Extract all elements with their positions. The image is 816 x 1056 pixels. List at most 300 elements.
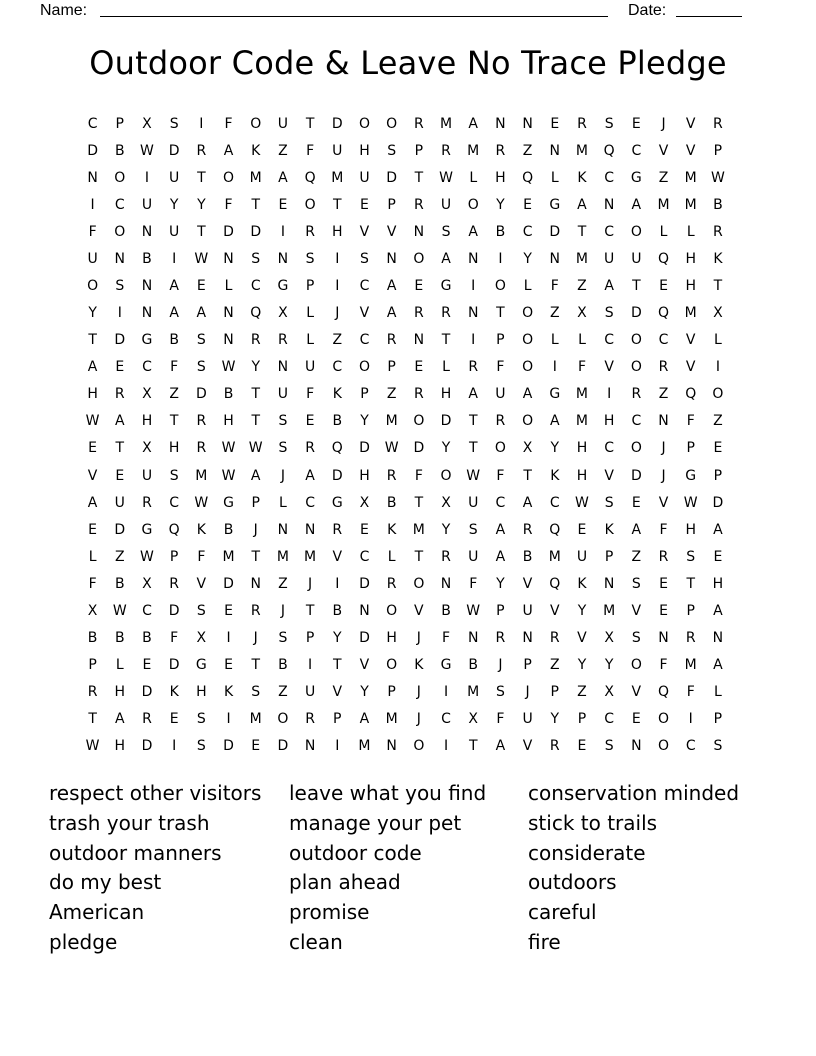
grid-letter: L (88, 548, 97, 565)
grid-letter: A (495, 521, 506, 538)
grid-letter: W (384, 440, 399, 457)
grid-letter: X (522, 440, 533, 457)
grid-letter: A (522, 386, 533, 403)
grid-letter: Z (713, 413, 723, 430)
grid-letter: O (114, 223, 126, 240)
grid-letter: I (443, 684, 449, 701)
grid-letter: A (114, 413, 125, 430)
grid-letter: B (332, 602, 343, 619)
grid-letter: Z (278, 142, 288, 159)
grid-letter: I (335, 250, 340, 267)
grid-letter: V (522, 575, 533, 592)
grid-letter: N (277, 521, 289, 538)
grid-letter: O (413, 738, 425, 755)
grid-letter: P (115, 115, 124, 132)
grid-letter: E (550, 115, 560, 132)
grid-letter: N (277, 359, 289, 376)
grid-letter: B (114, 142, 125, 159)
grid-letter: S (604, 115, 614, 132)
grid-letter: S (495, 684, 505, 701)
grid-letter: J (253, 521, 258, 538)
grid-letter: N (250, 575, 261, 592)
grid-row (79, 245, 732, 272)
grid-letter: K (196, 521, 206, 538)
grid-letter: U (332, 142, 343, 159)
grid-letter: T (115, 440, 125, 457)
grid-letter: V (685, 115, 696, 132)
grid-letter: H (196, 684, 207, 701)
grid-letter: E (631, 115, 641, 132)
grid-letter: O (386, 602, 398, 619)
grid-letter: R (332, 521, 343, 538)
grid-letter: F (224, 115, 233, 132)
grid-letter: N (712, 630, 724, 647)
grid-letter: M (222, 548, 235, 565)
grid-letter: D (168, 657, 180, 674)
grid-letter: K (550, 467, 560, 484)
grid-letter: B (495, 223, 506, 240)
grid-letter: N (603, 575, 615, 592)
grid-letter: H (386, 630, 397, 647)
grid-letter: M (358, 738, 371, 755)
grid-letter: C (631, 413, 642, 430)
grid-letter: L (550, 332, 559, 349)
grid-letter: P (496, 332, 505, 349)
grid-letter: V (604, 359, 614, 376)
grid-letter: R (413, 196, 424, 213)
grid-letter: Y (88, 305, 97, 322)
grid-letter: G (195, 657, 207, 674)
grid-letter: J (253, 630, 258, 647)
grid-letter: R (305, 711, 315, 728)
grid-letter: K (577, 575, 587, 592)
grid-letter: X (142, 575, 152, 592)
grid-letter: O (522, 359, 534, 376)
grid-letter: J (280, 602, 285, 619)
grid-letter: I (552, 359, 557, 376)
grid-letter: V (685, 142, 696, 159)
grid-letter: X (87, 602, 98, 619)
grid-letter: D (141, 684, 153, 701)
word-bank-item: manage your pet (289, 810, 462, 835)
grid-letter: U (468, 494, 479, 511)
grid-letter: I (715, 359, 720, 376)
grid-letter: O (712, 386, 724, 403)
grid-letter: K (414, 657, 424, 674)
grid-letter: N (87, 169, 98, 186)
grid-letter: R (305, 223, 315, 240)
grid-letter: X (441, 494, 451, 511)
grid-letter: S (360, 250, 369, 267)
grid-letter: K (577, 169, 587, 186)
grid-letter: K (169, 684, 179, 701)
grid-letter: I (443, 738, 449, 755)
grid-letter: Z (522, 142, 533, 159)
grid-letter: R (495, 413, 506, 430)
grid-letter: P (387, 196, 396, 213)
grid-letter: R (658, 548, 669, 565)
grid-letter: O (630, 332, 642, 349)
grid-letter: F (414, 467, 423, 484)
grid-letter: R (305, 440, 315, 457)
grid-letter: T (468, 738, 478, 755)
grid-letter: R (577, 115, 587, 132)
grid-letter: F (306, 142, 315, 159)
grid-letter: F (659, 657, 668, 674)
grid-letter: M (684, 657, 697, 674)
grid-letter: C (522, 223, 533, 240)
grid-letter: I (144, 169, 150, 186)
grid-letter: S (631, 575, 641, 592)
grid-letter: M (684, 305, 697, 322)
grid-letter: A (631, 196, 642, 213)
grid-letter: Y (550, 440, 560, 457)
grid-letter: N (114, 250, 126, 267)
grid-letter: A (87, 494, 98, 511)
grid-row (79, 706, 732, 733)
grid-letter: J (661, 115, 666, 132)
grid-letter: M (385, 413, 398, 430)
grid-letter: R (386, 332, 397, 349)
grid-letter: W (466, 602, 481, 619)
grid-letter: R (549, 738, 560, 755)
grid-letter: I (226, 630, 231, 647)
grid-letter: X (359, 494, 370, 511)
grid-letter: R (468, 359, 479, 376)
grid-letter: L (306, 332, 314, 349)
word-search-grid (79, 110, 732, 760)
grid-letter: L (306, 305, 314, 322)
grid-letter: Z (114, 548, 125, 565)
grid-letter: M (575, 250, 589, 267)
grid-letter: A (87, 359, 98, 376)
word-bank-item: promise (289, 900, 370, 925)
grid-letter: J (416, 711, 421, 728)
grid-letter: Z (278, 684, 288, 701)
grid-letter: M (412, 521, 425, 538)
grid-letter: N (603, 196, 615, 213)
grid-letter: M (304, 548, 317, 565)
grid-letter: O (114, 169, 126, 186)
grid-letter: X (278, 305, 288, 322)
grid-letter: X (604, 684, 614, 701)
grid-letter: C (114, 196, 125, 213)
grid-letter: I (90, 196, 95, 213)
grid-letter: S (251, 684, 261, 701)
grid-letter: E (360, 521, 369, 538)
grid-letter: E (115, 359, 125, 376)
grid-letter: O (630, 359, 642, 376)
grid-letter: B (114, 630, 125, 647)
grid-letter: R (495, 142, 506, 159)
grid-letter: X (196, 630, 207, 647)
grid-letter: Z (577, 684, 587, 701)
grid-letter: T (468, 440, 478, 457)
grid-letter: R (196, 142, 207, 159)
grid-row (79, 191, 732, 218)
grid-letter: Z (549, 305, 560, 322)
grid-letter: W (194, 250, 209, 267)
grid-letter: F (496, 359, 505, 376)
grid-letter: L (686, 223, 695, 240)
grid-letter: D (331, 467, 343, 484)
grid-letter: B (223, 386, 234, 403)
grid-letter: A (713, 521, 723, 538)
grid-letter: T (333, 657, 342, 674)
grid-letter: Q (522, 169, 534, 186)
grid-letter: V (359, 657, 370, 674)
grid-row (79, 733, 732, 760)
grid-letter: P (550, 684, 559, 701)
grid-letter: A (278, 169, 288, 186)
word-bank-item: outdoor manners (49, 840, 222, 865)
grid-letter: D (223, 575, 234, 592)
grid-letter: A (250, 467, 261, 484)
grid-letter: F (224, 196, 233, 213)
grid-letter: E (115, 467, 125, 484)
grid-letter: Y (604, 657, 614, 674)
grid-letter: J (661, 440, 666, 457)
grid-letter: P (387, 684, 396, 701)
grid-letter: A (169, 305, 179, 322)
grid-letter: R (142, 711, 152, 728)
grid-row (79, 408, 732, 435)
grid-letter: M (548, 548, 561, 565)
grid-letter: L (714, 332, 722, 349)
grid-letter: U (169, 223, 180, 240)
grid-letter: U (277, 115, 289, 132)
grid-letter: U (631, 250, 642, 267)
grid-letter: K (251, 142, 261, 159)
grid-letter: W (85, 738, 100, 755)
grid-letter: C (658, 332, 669, 349)
grid-letter: S (115, 278, 125, 294)
grid-letter: L (469, 169, 478, 186)
grid-letter: Q (250, 305, 262, 322)
grid-letter: S (278, 630, 288, 647)
grid-letter: K (713, 250, 723, 267)
grid-letter: O (386, 657, 398, 674)
grid-letter: D (114, 332, 126, 349)
grid-letter: S (604, 494, 614, 511)
grid-letter: U (169, 169, 180, 186)
word-bank-item: American (49, 900, 145, 925)
grid-letter: N (631, 738, 642, 755)
grid-letter: T (251, 413, 260, 430)
grid-letter: V (685, 332, 696, 349)
grid-letter: Y (523, 250, 532, 267)
grid-letter: D (87, 142, 98, 159)
grid-letter: I (226, 711, 231, 728)
grid-letter: T (251, 386, 260, 403)
grid-letter: N (386, 738, 397, 755)
grid-letter: G (223, 494, 234, 511)
grid-letter: M (331, 169, 344, 186)
grid-letter: E (659, 278, 668, 294)
grid-letter: E (88, 521, 98, 538)
grid-letter: B (278, 657, 288, 674)
grid-letter: Y (360, 684, 369, 701)
grid-letter: B (332, 413, 343, 430)
grid-letter: T (414, 548, 424, 565)
grid-letter: I (335, 738, 340, 755)
grid-row (79, 516, 732, 543)
grid-letter: V (658, 142, 669, 159)
grid-letter: Z (631, 548, 642, 565)
grid-letter: L (550, 169, 559, 186)
grid-letter: R (196, 413, 207, 430)
grid-letter: H (495, 169, 506, 186)
grid-letter: Q (331, 440, 343, 457)
grid-letter: D (413, 440, 425, 457)
grid-letter: P (414, 142, 424, 159)
grid-letter: E (251, 738, 261, 755)
grid-letter: D (277, 738, 289, 755)
grid-letter: G (331, 494, 343, 511)
grid-letter: F (88, 223, 97, 240)
grid-letter: N (413, 332, 425, 349)
grid-letter: P (360, 386, 369, 403)
grid-letter: U (440, 196, 452, 213)
grid-letter: Y (333, 630, 342, 647)
grid-letter: G (549, 386, 561, 403)
grid-letter: L (279, 494, 287, 511)
grid-letter: F (469, 575, 478, 592)
grid-letter: F (170, 630, 179, 647)
grid-letter: R (441, 305, 451, 322)
grid-letter: O (658, 738, 670, 755)
grid-letter: O (386, 115, 398, 132)
grid-letter: N (440, 575, 452, 592)
grid-letter: D (630, 305, 642, 322)
grid-letter: I (471, 278, 476, 294)
grid-letter: M (684, 169, 697, 186)
grid-letter: B (713, 196, 723, 213)
grid-letter: W (248, 440, 263, 457)
grid-letter: L (224, 278, 233, 294)
grid-letter: Q (549, 521, 561, 538)
grid-letter: H (359, 467, 370, 484)
grid-row (79, 570, 732, 597)
grid-letter: V (631, 602, 642, 619)
grid-letter: I (471, 332, 476, 349)
grid-letter: E (659, 602, 668, 619)
grid-letter: C (604, 223, 615, 240)
grid-letter: P (523, 657, 532, 674)
grid-letter: Z (658, 386, 669, 403)
grid-letter: T (305, 602, 315, 619)
grid-letter: C (685, 738, 696, 755)
grid-letter: N (549, 250, 561, 267)
grid-letter: P (686, 440, 695, 457)
grid-letter: C (604, 169, 615, 186)
grid-row (79, 218, 732, 245)
grid-row (79, 462, 732, 489)
grid-letter: V (196, 575, 207, 592)
grid-letter: B (87, 630, 98, 647)
grid-letter: V (658, 494, 669, 511)
grid-letter: E (631, 711, 641, 728)
grid-letter: Y (251, 359, 260, 376)
grid-letter: P (88, 657, 97, 674)
grid-letter: S (305, 250, 315, 267)
grid-letter: F (170, 359, 179, 376)
grid-letter: A (468, 386, 478, 403)
date-blank-line (676, 16, 742, 17)
grid-letter: C (359, 332, 370, 349)
grid-letter: D (223, 738, 234, 755)
grid-letter: N (277, 250, 289, 267)
grid-letter: E (305, 413, 315, 430)
grid-row (79, 381, 732, 408)
grid-letter: H (359, 142, 370, 159)
grid-row (79, 110, 732, 137)
grid-letter: V (522, 738, 533, 755)
grid-letter: J (661, 467, 666, 484)
word-bank-item: considerate (528, 840, 646, 865)
grid-letter: P (333, 711, 342, 728)
grid-letter: E (88, 440, 98, 457)
grid-letter: D (141, 738, 153, 755)
grid-letter: T (251, 657, 260, 674)
grid-letter: G (440, 278, 452, 294)
grid-letter: U (576, 548, 588, 565)
word-bank-item: outdoors (528, 870, 617, 895)
grid-letter: R (87, 684, 98, 701)
grid-letter: S (387, 142, 397, 159)
grid-letter: N (223, 332, 234, 349)
grid-letter: J (335, 305, 340, 322)
grid-letter: S (604, 305, 614, 322)
grid-letter: Y (577, 602, 587, 619)
grid-letter: J (498, 657, 503, 674)
grid-letter: F (88, 575, 97, 592)
grid-letter: F (496, 711, 505, 728)
grid-letter: Y (496, 575, 505, 592)
grid-letter: P (713, 711, 723, 728)
grid-letter: U (522, 711, 533, 728)
grid-letter: O (630, 223, 642, 240)
word-bank-item: plan ahead (289, 870, 401, 895)
grid-letter: Z (278, 575, 288, 592)
grid-row (79, 272, 732, 299)
grid-letter: S (196, 738, 206, 755)
grid-letter: Q (603, 142, 615, 159)
grid-letter: T (197, 169, 206, 186)
grid-letter: V (685, 359, 696, 376)
grid-letter: R (441, 548, 451, 565)
grid-letter: Y (577, 657, 587, 674)
grid-letter: R (631, 386, 642, 403)
grid-letter: L (578, 332, 586, 349)
grid-letter: S (713, 738, 723, 755)
grid-letter: D (630, 467, 642, 484)
grid-letter: A (468, 223, 478, 240)
grid-letter: W (575, 494, 589, 511)
grid-letter: A (196, 305, 207, 322)
grid-letter: M (195, 467, 208, 484)
word-bank-item: outdoor code (289, 840, 422, 865)
grid-letter: K (223, 684, 234, 701)
grid-row (79, 679, 732, 706)
name-blank-line (100, 16, 608, 17)
word-bank-item: stick to trails (528, 810, 658, 835)
grid-letter: U (114, 494, 125, 511)
grid-letter: H (576, 440, 588, 457)
grid-letter: L (523, 278, 532, 294)
grid-letter: R (169, 575, 180, 592)
grid-letter: R (278, 332, 288, 349)
